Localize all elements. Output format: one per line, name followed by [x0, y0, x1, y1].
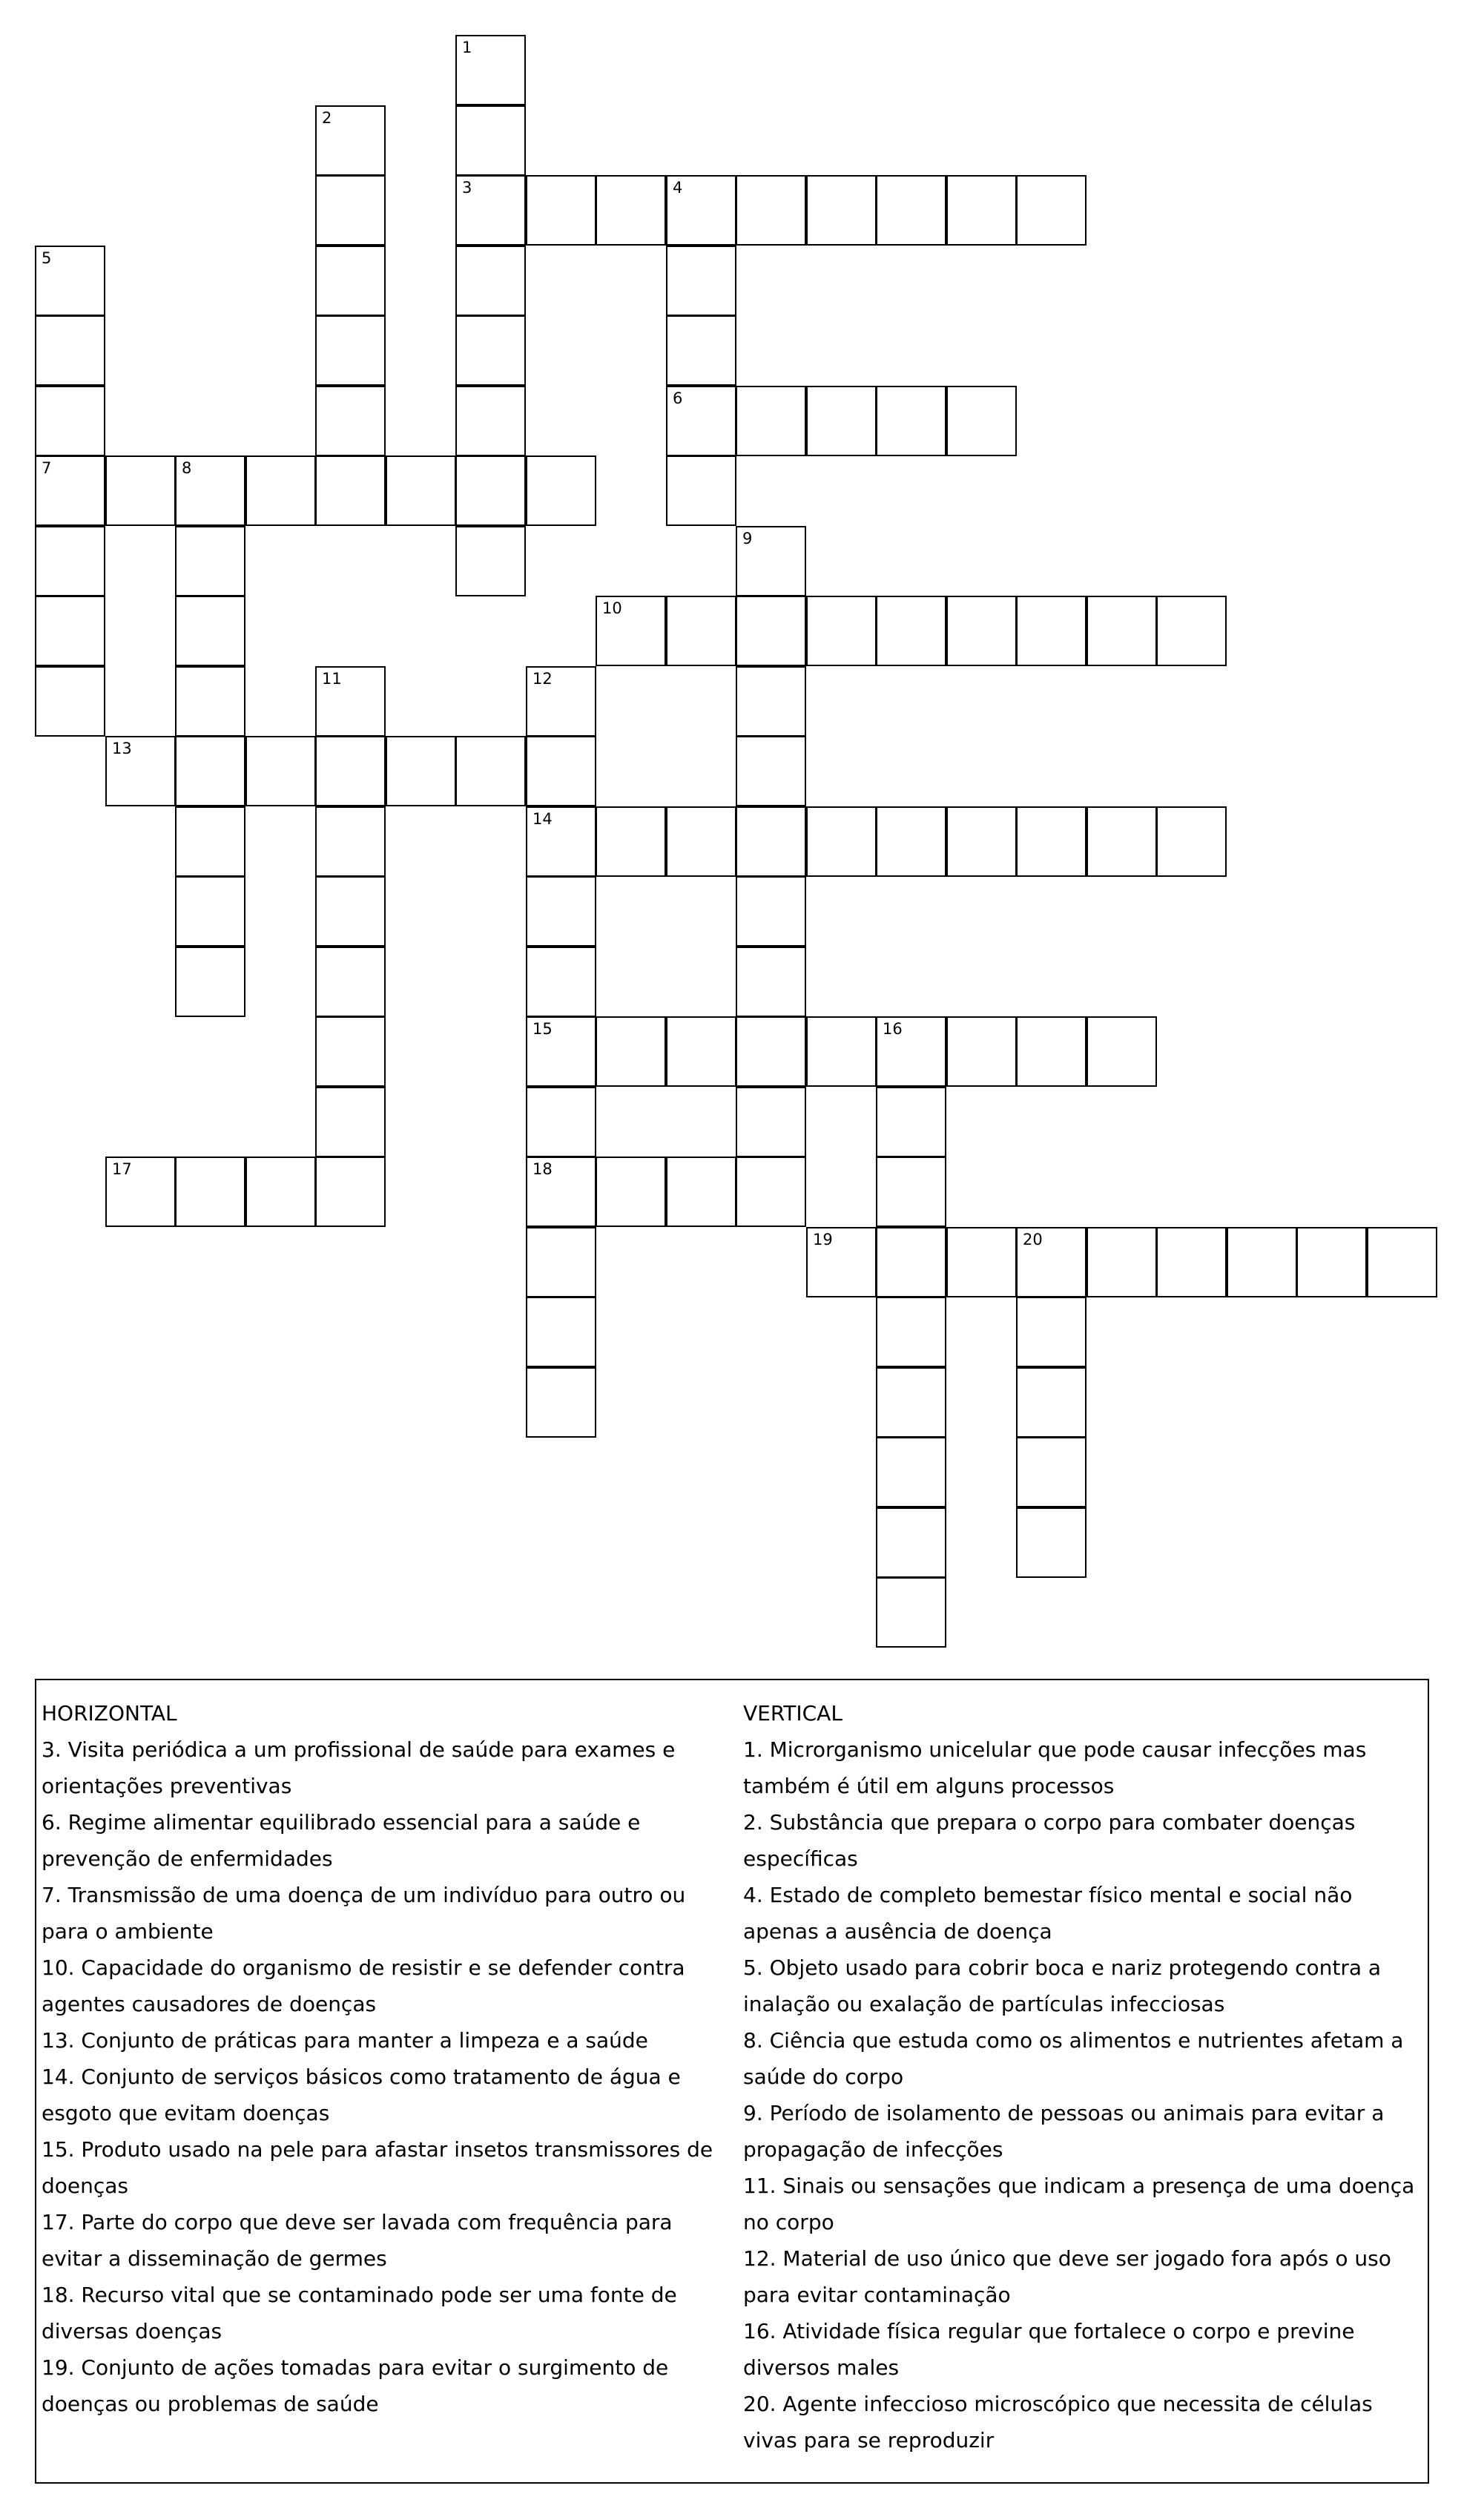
crossword-cell[interactable] — [1016, 596, 1087, 666]
crossword-cell[interactable] — [245, 1157, 316, 1227]
crossword-cell[interactable] — [1016, 1507, 1087, 1578]
crossword-cell[interactable] — [35, 246, 105, 316]
crossword-cell[interactable] — [526, 666, 596, 737]
crossword-cell[interactable] — [1016, 1367, 1087, 1438]
crossword-cell[interactable] — [1227, 1227, 1297, 1297]
crossword-cell[interactable] — [806, 175, 877, 246]
crossword-cell[interactable] — [736, 1157, 806, 1227]
crossword-cell[interactable] — [876, 1507, 946, 1578]
crossword-cell[interactable] — [876, 175, 946, 246]
crossword-cell[interactable] — [596, 806, 666, 877]
crossword-cell[interactable] — [315, 386, 386, 456]
clue-number: 10 — [602, 599, 622, 617]
clue-down-16: 16. Atividade física regular que fortalece o corpo e previne diversos males — [743, 2319, 1355, 2380]
clue-number: 16 — [883, 1020, 903, 1038]
clue-number: 18 — [532, 1160, 553, 1178]
clue-number: 14 — [532, 810, 553, 828]
crossword-cell[interactable] — [806, 386, 877, 456]
crossword-cell[interactable] — [455, 455, 526, 526]
clue-number: 20 — [1023, 1231, 1043, 1249]
crossword-cell[interactable] — [35, 386, 105, 456]
crossword-cell[interactable] — [736, 526, 806, 596]
clue-number: 3 — [462, 179, 472, 197]
crossword-cell[interactable] — [736, 947, 806, 1017]
crossword-cell[interactable] — [1087, 1227, 1157, 1297]
crossword-cell[interactable] — [175, 1157, 245, 1227]
clue-down-2: 2. Substância que prepara o corpo para combater doenças específicas — [743, 1810, 1356, 1871]
crossword-cell[interactable] — [1016, 1227, 1087, 1297]
clue-number: 12 — [532, 670, 553, 688]
crossword-cell[interactable] — [455, 105, 526, 176]
crossword-cell[interactable] — [1296, 1227, 1367, 1297]
crossword-cell[interactable] — [1367, 1227, 1437, 1297]
crossword-cell[interactable] — [736, 1016, 806, 1087]
crossword-cell[interactable] — [526, 1157, 596, 1227]
clue-number: 11 — [322, 670, 342, 688]
clue-across-10: 10. Capacidade do organismo de resistir e se defender contra agentes causadores de doenças — [42, 1955, 685, 2016]
crossword-cell[interactable] — [736, 386, 806, 456]
crossword-cell[interactable] — [666, 1157, 736, 1227]
crossword-cell[interactable] — [1087, 806, 1157, 877]
crossword-cell[interactable] — [175, 526, 245, 596]
crossword-cell[interactable] — [876, 806, 946, 877]
crossword-cell[interactable] — [666, 246, 736, 316]
clue-across-17: 17. Parte do corpo que deve ser lavada com frequência para evitar a disseminação de germes — [42, 2210, 673, 2271]
crossword-cell[interactable] — [455, 315, 526, 386]
crossword-cell[interactable] — [736, 1087, 806, 1157]
crossword-cell[interactable] — [946, 175, 1017, 246]
crossword-cell[interactable] — [876, 1087, 946, 1157]
clue-number: 1 — [462, 39, 472, 56]
crossword-cell[interactable] — [1156, 1227, 1227, 1297]
crossword-cell[interactable] — [175, 736, 245, 806]
crossword-cell[interactable] — [386, 455, 456, 526]
crossword-cell[interactable] — [526, 1087, 596, 1157]
crossword-cell[interactable] — [455, 175, 526, 246]
crossword-cell[interactable] — [105, 455, 176, 526]
crossword-cell[interactable] — [315, 246, 386, 316]
clue-down-5: 5. Objeto usado para cobrir boca e nariz protegendo contra a inalação ou exalação de partículas infecciosas — [743, 1955, 1382, 2016]
clue-across-19: 19. Conjunto de ações tomadas para evitar o surgimento de doenças ou problemas de saúde — [42, 2355, 669, 2416]
clue-across-13: 13. Conjunto de práticas para manter a limpeza e a saúde — [42, 2028, 648, 2053]
crossword-cell[interactable] — [526, 1016, 596, 1087]
crossword-cell[interactable] — [736, 596, 806, 666]
crossword-cell[interactable] — [315, 1016, 386, 1087]
crossword-cell[interactable] — [455, 246, 526, 316]
crossword-cell[interactable] — [666, 386, 736, 456]
crossword-cell[interactable] — [455, 386, 526, 456]
clues-horizontal-title: HORIZONTAL — [42, 1701, 177, 1725]
crossword-cell[interactable] — [876, 1016, 946, 1087]
crossword-cell[interactable] — [666, 175, 736, 246]
crossword-cell[interactable] — [526, 175, 596, 246]
clue-across-15: 15. Produto usado na pele para afastar insetos transmissores de doenças — [42, 2137, 713, 2198]
crossword-cell[interactable] — [315, 876, 386, 947]
crossword-cell[interactable] — [315, 947, 386, 1017]
clue-down-20: 20. Agente infeccioso microscópico que necessita de células vivas para se reproduzir — [743, 2392, 1373, 2452]
clue-number: 9 — [742, 530, 753, 547]
clue-number: 19 — [813, 1231, 833, 1249]
crossword-cell[interactable] — [806, 1016, 877, 1087]
clue-down-8: 8. Ciência que estuda como os alimentos e nutrientes afetam a saúde do corpo — [743, 2028, 1404, 2089]
crossword-cell[interactable] — [245, 736, 316, 806]
crossword-cell[interactable] — [736, 666, 806, 737]
clue-down-1: 1. Microrganismo unicelular que pode causar infecções mas também é útil em alguns processos — [743, 1737, 1367, 1798]
crossword-cell[interactable] — [876, 386, 946, 456]
clue-number: 5 — [42, 249, 52, 267]
crossword-cell[interactable] — [315, 666, 386, 737]
clue-across-6: 6. Regime alimentar equilibrado essencial para a saúde e prevenção de enfermidades — [42, 1810, 641, 1871]
crossword-cell[interactable] — [526, 1367, 596, 1438]
crossword-cell[interactable] — [876, 1367, 946, 1438]
crossword-cell[interactable] — [526, 876, 596, 947]
crossword-cell[interactable] — [1016, 175, 1087, 246]
clue-number: 13 — [112, 740, 132, 757]
clue-down-12: 12. Material de uso único que deve ser jogado fora após o uso para evitar contaminação — [743, 2246, 1391, 2307]
crossword-cell[interactable] — [526, 1297, 596, 1367]
crossword-cell[interactable] — [946, 806, 1017, 877]
crossword-cell[interactable] — [315, 315, 386, 386]
crossword-cell[interactable] — [946, 1227, 1017, 1297]
crossword-cell[interactable] — [35, 315, 105, 386]
crossword-cell[interactable] — [666, 1016, 736, 1087]
crossword-cell[interactable] — [35, 455, 105, 526]
crossword-cell[interactable] — [946, 386, 1017, 456]
crossword-cell[interactable] — [806, 1227, 877, 1297]
crossword-cell[interactable] — [876, 1227, 946, 1297]
crossword-cell[interactable] — [876, 1577, 946, 1648]
crossword-cell[interactable] — [315, 806, 386, 877]
clues-vertical-title: VERTICAL — [743, 1701, 843, 1725]
crossword-cell[interactable] — [315, 1157, 386, 1227]
crossword-cell[interactable] — [175, 455, 245, 526]
crossword-cell[interactable] — [315, 1087, 386, 1157]
crossword-cell[interactable] — [386, 736, 456, 806]
crossword-cell[interactable] — [946, 1016, 1017, 1087]
crossword-cell[interactable] — [245, 455, 316, 526]
crossword-cell[interactable] — [526, 455, 596, 526]
clue-number: 15 — [532, 1020, 553, 1038]
crossword-cell[interactable] — [1087, 1016, 1157, 1087]
clue-across-18: 18. Recurso vital que se contaminado pode ser uma fonte de diversas doenças — [42, 2283, 677, 2343]
crossword-cell[interactable] — [455, 526, 526, 596]
crossword-cell[interactable] — [666, 455, 736, 526]
crossword-cell[interactable] — [806, 806, 877, 877]
crossword-cell[interactable] — [175, 947, 245, 1017]
clues-horizontal-column — [42, 1695, 728, 2422]
crossword-cell[interactable] — [946, 596, 1017, 666]
crossword-cell[interactable] — [175, 666, 245, 737]
clue-number: 17 — [112, 1160, 132, 1178]
crossword-cell[interactable] — [736, 806, 806, 877]
clue-across-14: 14. Conjunto de serviços básicos como tratamento de água e esgoto que evitam doenças — [42, 2065, 681, 2125]
crossword-cell[interactable] — [526, 1227, 596, 1297]
clues-box — [35, 1679, 1429, 2484]
crossword-cell[interactable] — [1016, 1437, 1087, 1507]
clue-number: 8 — [182, 459, 192, 477]
crossword-cell[interactable] — [1016, 806, 1087, 877]
crossword-cell[interactable] — [596, 596, 666, 666]
clue-down-11: 11. Sinais ou sensações que indicam a presença de uma doença no corpo — [743, 2174, 1415, 2234]
clue-number: 4 — [673, 179, 683, 197]
clue-across-7: 7. Transmissão de uma doença de um indivíduo para outro ou para o ambiente — [42, 1883, 686, 1944]
crossword-cell[interactable] — [876, 1157, 946, 1227]
crossword-cell[interactable] — [1087, 596, 1157, 666]
crossword-cell[interactable] — [526, 806, 596, 877]
clue-down-9: 9. Período de isolamento de pessoas ou animais para evitar a propagação de infecções — [743, 2101, 1385, 2162]
crossword-cell[interactable] — [666, 806, 736, 877]
crossword-cell[interactable] — [736, 175, 806, 246]
clue-across-3: 3. Visita periódica a um profissional de saúde para exames e orientações preventivas — [42, 1737, 676, 1798]
crossword-cell[interactable] — [526, 947, 596, 1017]
clue-number: 2 — [322, 109, 332, 127]
crossword-cell[interactable] — [1156, 806, 1227, 877]
crossword-cell[interactable] — [175, 876, 245, 947]
crossword-cell[interactable] — [455, 35, 526, 105]
clue-down-4: 4. Estado de completo bemestar físico mental e social não apenas a ausência de doença — [743, 1883, 1353, 1944]
crossword-cell[interactable] — [315, 175, 386, 246]
crossword-cell[interactable] — [666, 315, 736, 386]
crossword-cell[interactable] — [666, 596, 736, 666]
crossword-cell[interactable] — [1016, 1297, 1087, 1367]
crossword-cell[interactable] — [455, 736, 526, 806]
clue-number: 7 — [42, 459, 52, 477]
clues-vertical-column — [743, 1695, 1429, 2458]
crossword-cell[interactable] — [315, 736, 386, 806]
crossword-cell[interactable] — [736, 876, 806, 947]
crossword-cell[interactable] — [596, 175, 666, 246]
crossword-cell[interactable] — [806, 596, 877, 666]
crossword-cell[interactable] — [596, 1157, 666, 1227]
crossword-cell[interactable] — [35, 526, 105, 596]
crossword-cell[interactable] — [596, 1016, 666, 1087]
crossword-cell[interactable] — [35, 596, 105, 666]
crossword-cell[interactable] — [1156, 596, 1227, 666]
crossword-cell[interactable] — [175, 806, 245, 877]
crossword-cell[interactable] — [1016, 1016, 1087, 1087]
crossword-cell[interactable] — [876, 1437, 946, 1507]
crossword-cell[interactable] — [105, 736, 176, 806]
crossword-cell[interactable] — [736, 736, 806, 806]
crossword-cell[interactable] — [876, 596, 946, 666]
crossword-cell[interactable] — [105, 1157, 176, 1227]
crossword-cell[interactable] — [175, 596, 245, 666]
crossword-cell[interactable] — [315, 455, 386, 526]
crossword-cell[interactable] — [876, 1297, 946, 1367]
crossword-cell[interactable] — [526, 736, 596, 806]
crossword-cell[interactable] — [315, 105, 386, 176]
clue-number: 6 — [673, 389, 683, 407]
crossword-cell[interactable] — [35, 666, 105, 737]
